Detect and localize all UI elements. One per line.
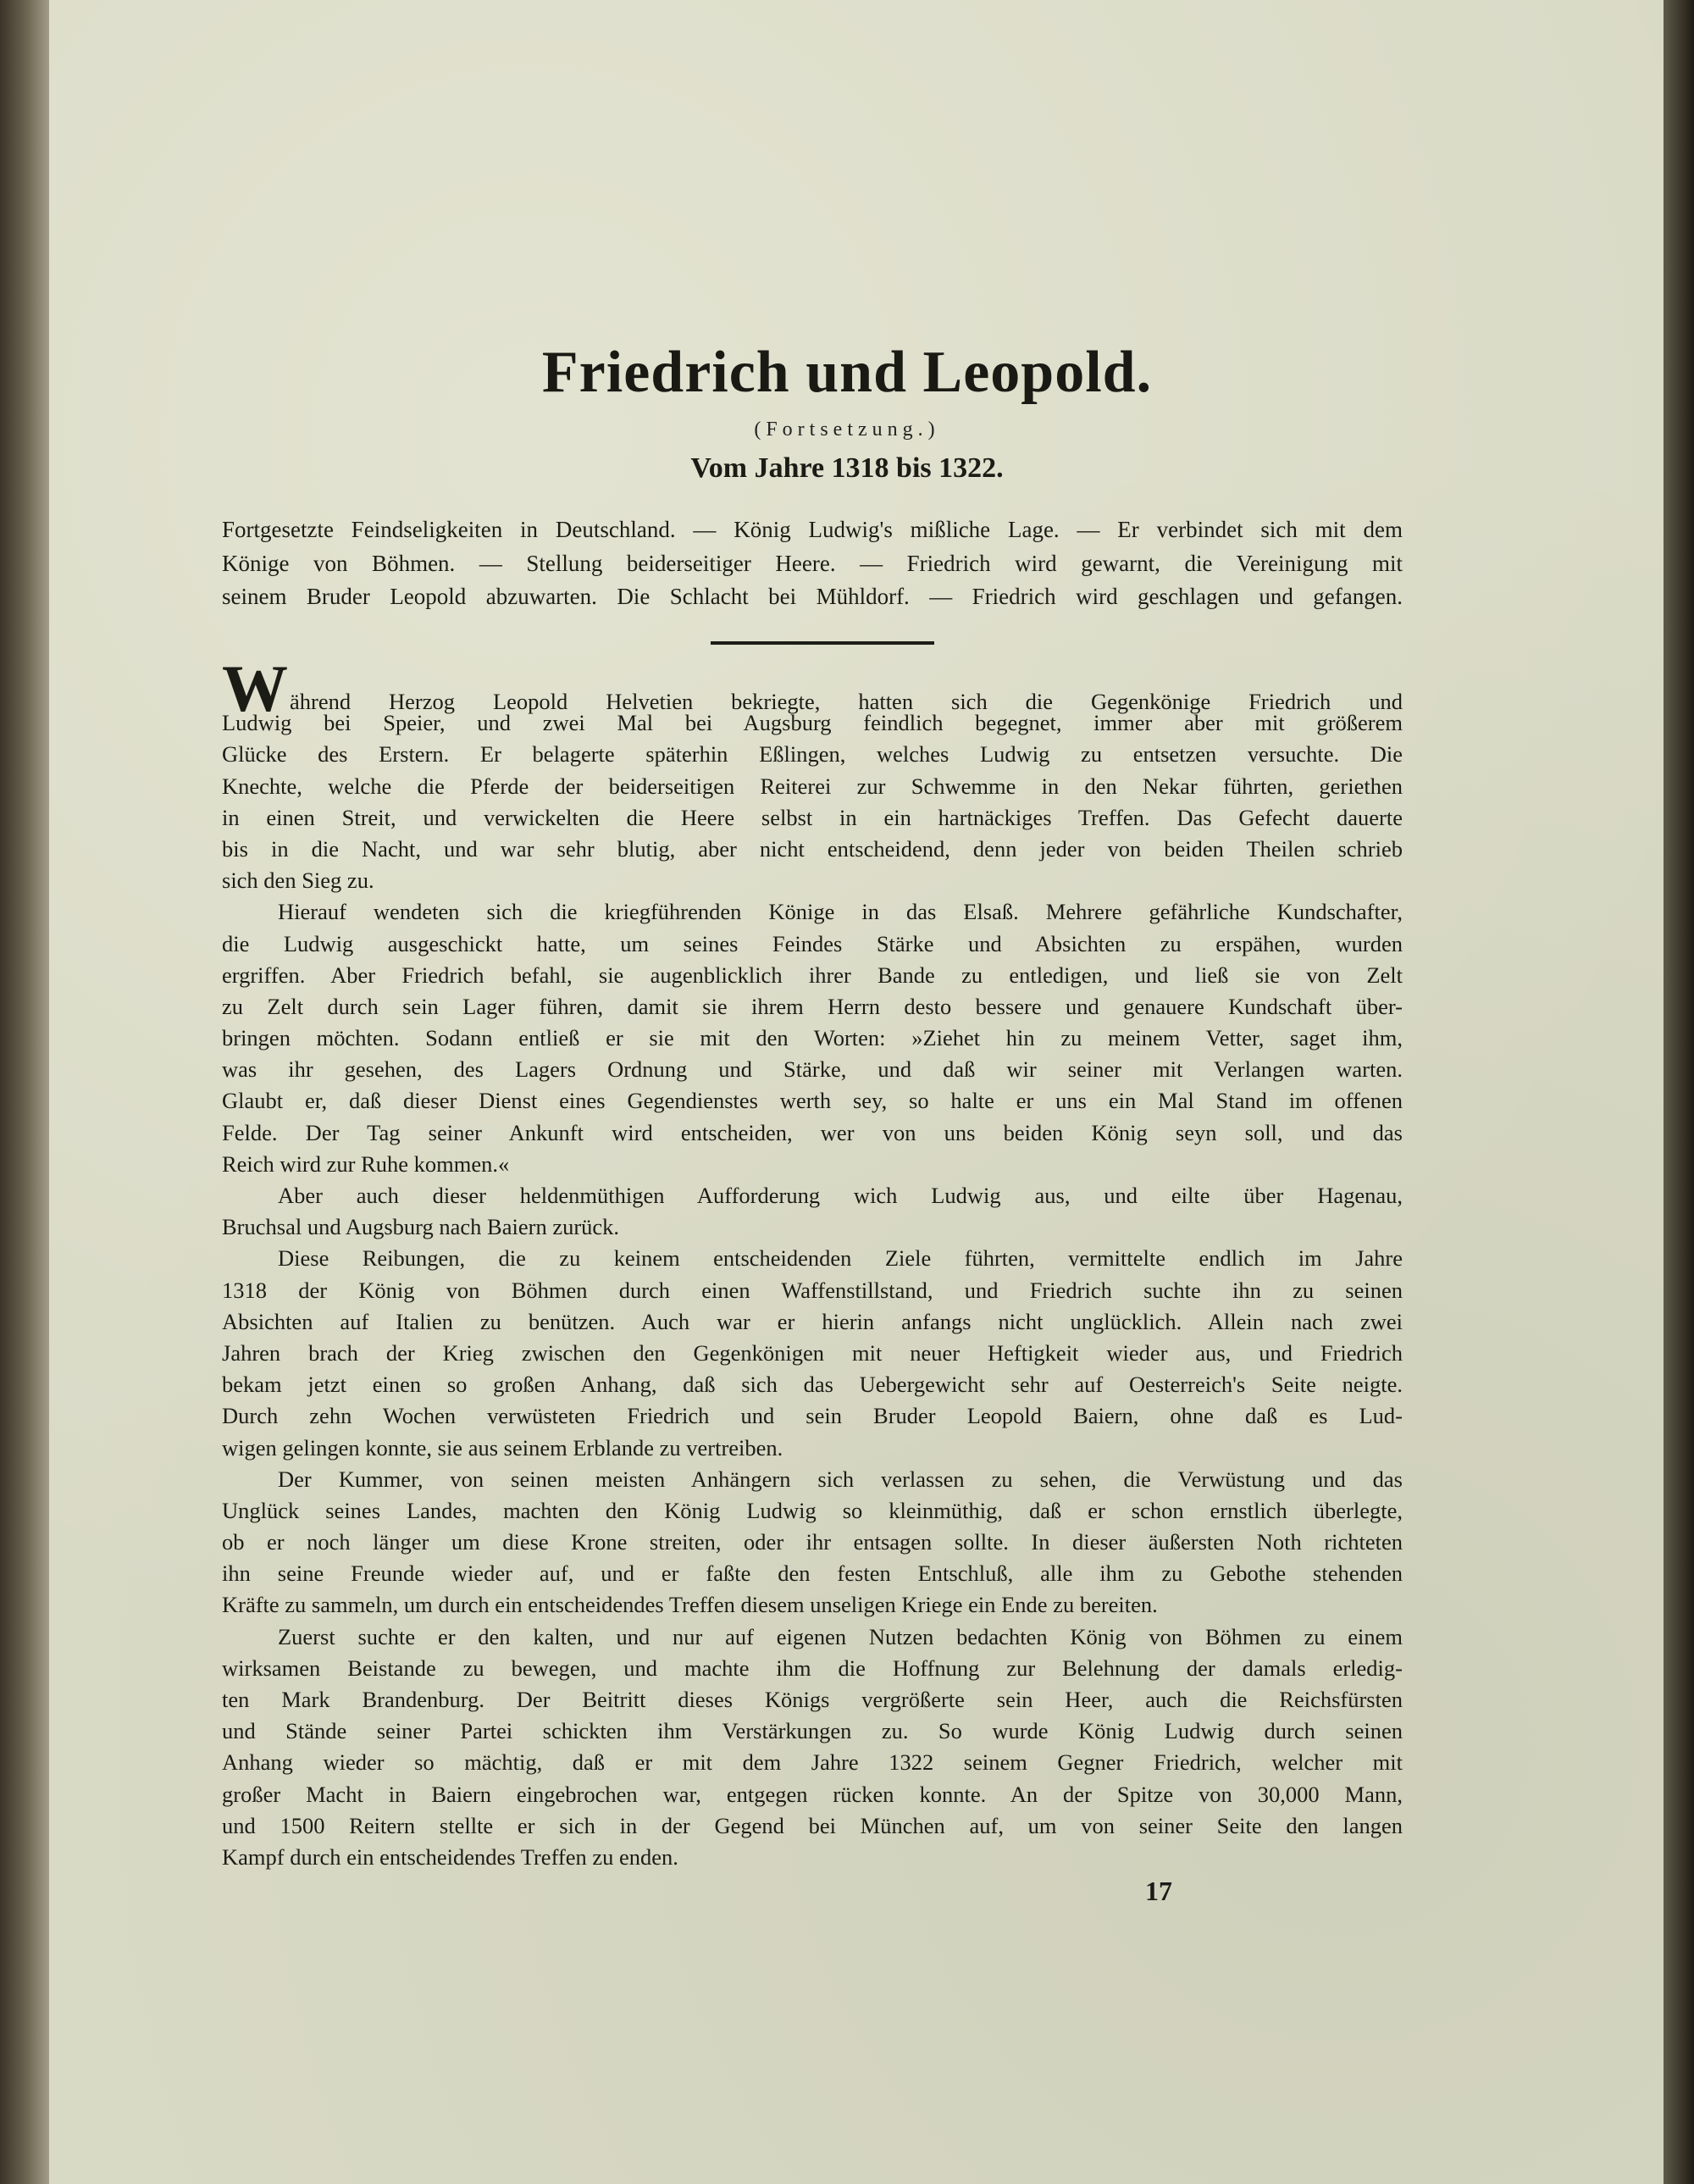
text-line: Ludwig bei Speier, und zwei Mal bei Augsburg feindlich begegnet, immer aber mit größerem: [222, 710, 1403, 736]
text-line: Bruchsal und Augsburg nach Baiern zurück.: [222, 1214, 620, 1240]
drop-cap: W: [222, 651, 288, 725]
paragraph: [222, 1464, 1403, 1621]
text-line: Knechte, welche die Pferde der beiderseitigen Reiterei zur Schwemme in den Nekar führten, geriethen: [222, 773, 1403, 799]
paragraph: [222, 896, 1403, 1180]
text-line: was ihr gesehen, des Lagers Ordnung und Stärke, und daß wir seiner mit Verlangen warten.: [222, 1056, 1403, 1083]
text-line: Diese Reibungen, die zu keinem entscheidenden Ziele führten, vermittelte endlich im Jahre: [278, 1245, 1403, 1272]
summary-line: Könige von Böhmen. — Stellung beiderseitiger Heere. — Friedrich wird gewarnt, die Vereinigung mit: [222, 550, 1403, 576]
book-gutter: [0, 0, 53, 2184]
page-title: Friedrich und Leopold.: [541, 340, 1153, 405]
text-line: ergriffen. Aber Friedrich befahl, sie augenblicklich ihrer Bande zu entledigen, und ließ sie von Zelt: [222, 962, 1403, 988]
text-line: Unglück seines Landes, machten den König Ludwig so kleinmüthig, daß er schon ernstlich überlegte,: [222, 1497, 1403, 1523]
text-line: bis in die Nacht, und war sehr blutig, aber nicht entscheidend, denn jeder von beiden Theilen schrieb: [222, 835, 1403, 862]
text-line: sich den Sieg zu.: [222, 868, 374, 894]
text-line: Reich wird zur Ruhe kommen.«: [222, 1150, 510, 1177]
text-line: zu Zelt durch sein Lager führen, damit sie ihrem Herrn desto bessere und genauere Kundschaft über-: [222, 993, 1403, 1019]
text-line: wirksamen Beistande zu bewegen, und machte ihm die Hoffnung zur Belehnung der damals erledig-: [222, 1655, 1403, 1681]
paragraph: [222, 1243, 1403, 1463]
text-line: und Stände seiner Partei schickten ihm Verstärkungen zu. So wurde König Ludwig durch seinen: [222, 1718, 1403, 1744]
text-line: Anhang wieder so mächtig, daß er mit dem Jahre 1322 seinem Gegner Friedrich, welcher mit: [222, 1749, 1403, 1776]
summary-line: seinem Bruder Leopold abzuwarten. Die Schlacht bei Mühldorf. — Friedrich wird geschlagen und gefangen.: [222, 584, 1403, 609]
text-line: Zuerst suchte er den kalten, und nur auf eigenen Nutzen bedachten König von Böhmen zu einem: [278, 1623, 1403, 1649]
text-line: ihn seine Freunde wieder auf, und er faßte den festen Entschluß, alle ihm zu Gebothe stehenden: [222, 1560, 1403, 1587]
text-line: bringen möchten. Sodann entließ er sie mit den Worten: »Ziehet hin zu meinem Vetter, saget ihm,: [222, 1025, 1403, 1051]
paragraph: [222, 1621, 1403, 1874]
chapter-summary: [222, 513, 1403, 614]
body-text: [222, 651, 1403, 1873]
text-line: Hierauf wendeten sich die kriegführenden Könige in das Elsaß. Mehrere gefährliche Kundschafter,: [278, 899, 1403, 925]
continuation-note: (Fortsetzung.): [754, 419, 940, 441]
text-line: Felde. Der Tag seiner Ankunft wird entscheiden, wer von uns beiden König seyn soll, und das: [222, 1119, 1403, 1145]
text-line: ten Mark Brandenburg. Der Beitritt dieses Königs vergrößerte sein Heer, auch die Reichsfürsten: [222, 1687, 1403, 1712]
text-line: in einen Streit, und verwickelten die Heere selbst in ein hartnäckiges Treffen. Das Gefecht dauerte: [222, 804, 1403, 830]
text-line: Absichten auf Italien zu benützen. Auch war er hierin anfangs nicht unglücklich. Allein nach zwei: [222, 1308, 1403, 1334]
text-line: Jahren brach der Krieg zwischen den Gegenkönigen mit neuer Heftigkeit wieder aus, und Friedrich: [222, 1339, 1403, 1366]
text-line: Glaubt er, daß dieser Dienst eines Gegendienstes werth sey, so halte er uns ein Mal Stand im offenen: [222, 1088, 1403, 1114]
page-edge: [1664, 0, 1694, 2184]
text-line: die Ludwig ausgeschickt hatte, um seines Feindes Stärke und Absichten zu erspähen, wurden: [222, 930, 1403, 956]
text-line: ob er noch länger um diese Krone streiten, oder ihr entsagen sollte. In dieser äußersten Noth richteten: [222, 1529, 1403, 1555]
text-line: 1318 der König von Böhmen durch einen Waffenstillstand, und Friedrich suchte ihn zu seinen: [222, 1277, 1403, 1303]
text-line-content: ährend Herzog Leopold Helvetien bekriegte, hatten sich die Gegenkönige Friedrich und: [290, 689, 1403, 714]
paragraph: [222, 651, 1403, 896]
text-line: Glücke des Erstern. Er belagerte späterhin Eßlingen, welches Ludwig zu entsetzen versuchte. Die: [222, 741, 1403, 768]
text-line: wigen gelingen konnte, sie aus seinem Erblande zu vertreiben.: [222, 1434, 783, 1461]
text-line: bekam jetzt einen so großen Anhang, daß sich das Uebergewicht sehr auf Oesterreich's Seite neigte.: [222, 1372, 1403, 1398]
text-line: Kräfte zu sammeln, um durch ein entscheidendes Treffen diesem unseligen Kriege ein Ende zu bereiten.: [222, 1592, 1158, 1618]
text-line: großer Macht in Baiern eingebrochen war, entgegen rücken konnte. An der Spitze von 30,000 Mann,: [222, 1781, 1403, 1807]
separator-rule: [711, 641, 934, 645]
paragraph: [222, 1180, 1403, 1243]
text-line: Der Kummer, von seinen meisten Anhängern sich verlassen zu sehen, die Verwüstung und das: [278, 1466, 1403, 1492]
text-line: Kampf durch ein entscheidendes Treffen zu enden.: [222, 1843, 678, 1870]
text-line: Durch zehn Wochen verwüsteten Friedrich und sein Bruder Leopold Baiern, ohne daß es Lud-: [222, 1403, 1403, 1429]
text-line: Aber auch dieser heldenmüthigen Aufforderung wich Ludwig aus, und eilte über Hagenau,: [278, 1183, 1403, 1208]
text-line: und 1500 Reitern stellte er sich in der Gegend bei München auf, um von seiner Seite den langen: [222, 1812, 1403, 1838]
summary-line: Fortgesetzte Feindseligkeiten in Deutschland. — König Ludwig's mißliche Lage. — Er verbindet sich mit dem: [222, 517, 1403, 542]
page-number: 17: [1145, 1876, 1172, 1906]
subtitle-years: Vom Jahre 1318 bis 1322.: [690, 452, 1004, 484]
